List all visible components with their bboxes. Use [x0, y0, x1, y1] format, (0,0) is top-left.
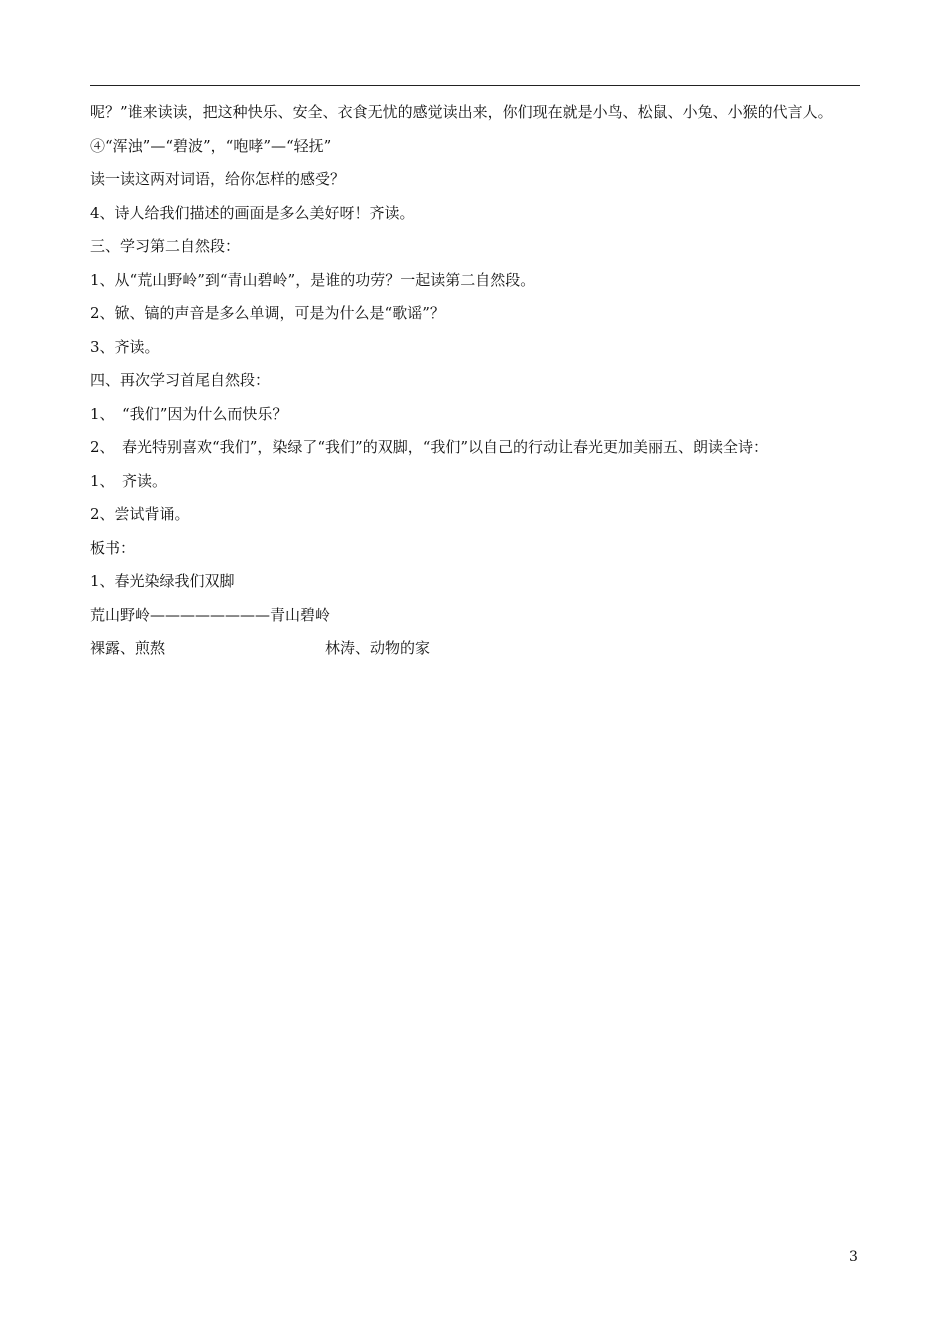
board-heading: 板书： [90, 538, 136, 557]
paragraph-line: 1、 齐读。 [90, 471, 168, 490]
paragraph-line: 1、 “我们”因为什么而快乐？ [90, 404, 288, 423]
paragraph-line: 读一读这两对词语，给你怎样的感受？ [90, 170, 346, 188]
paragraph-line: 3、齐读。 [90, 337, 160, 356]
paragraph-line: 2、 春光特别喜欢“我们”，染绿了“我们”的双脚，“我们”以自己的行动让春光更加美丽五、朗读全诗： [90, 438, 769, 456]
paragraph-line: 2、锨、镐的声音是多么单调，可是为什么是“歌谣”？ [90, 304, 445, 322]
paragraph-line: 呢？”谁来读读，把这种快乐、安全、衣食无忧的感觉读出来，你们现在就是小鸟、松鼠、小兔、小猴的代言人。 [90, 103, 833, 121]
header-rule [90, 85, 860, 86]
section-heading: 四、再次学习首尾自然段： [90, 371, 271, 389]
board-left-text: 裸露、煎熬 [90, 639, 166, 657]
board-right-text: 林涛、动物的家 [325, 639, 431, 657]
board-line: 1、春光染绿我们双脚 [90, 572, 235, 590]
paragraph-line: 4、诗人给我们描述的画面是多么美好呀！齐读。 [90, 203, 415, 222]
board-row [90, 632, 870, 666]
section-heading: 三、学习第二自然段： [90, 237, 241, 255]
paragraph-line: 1、从“荒山野岭”到“青山碧岭”，是谁的功劳？一起读第二自然段。 [90, 270, 536, 289]
document-body [90, 96, 870, 666]
board-line: 荒山野岭————————青山碧岭 [90, 605, 331, 624]
paragraph-line: 2、尝试背诵。 [90, 505, 190, 523]
paragraph-line: ④“浑浊”—“碧波”，“咆哮”—“轻抚” [90, 136, 332, 155]
page-number: 3 [849, 1249, 858, 1265]
